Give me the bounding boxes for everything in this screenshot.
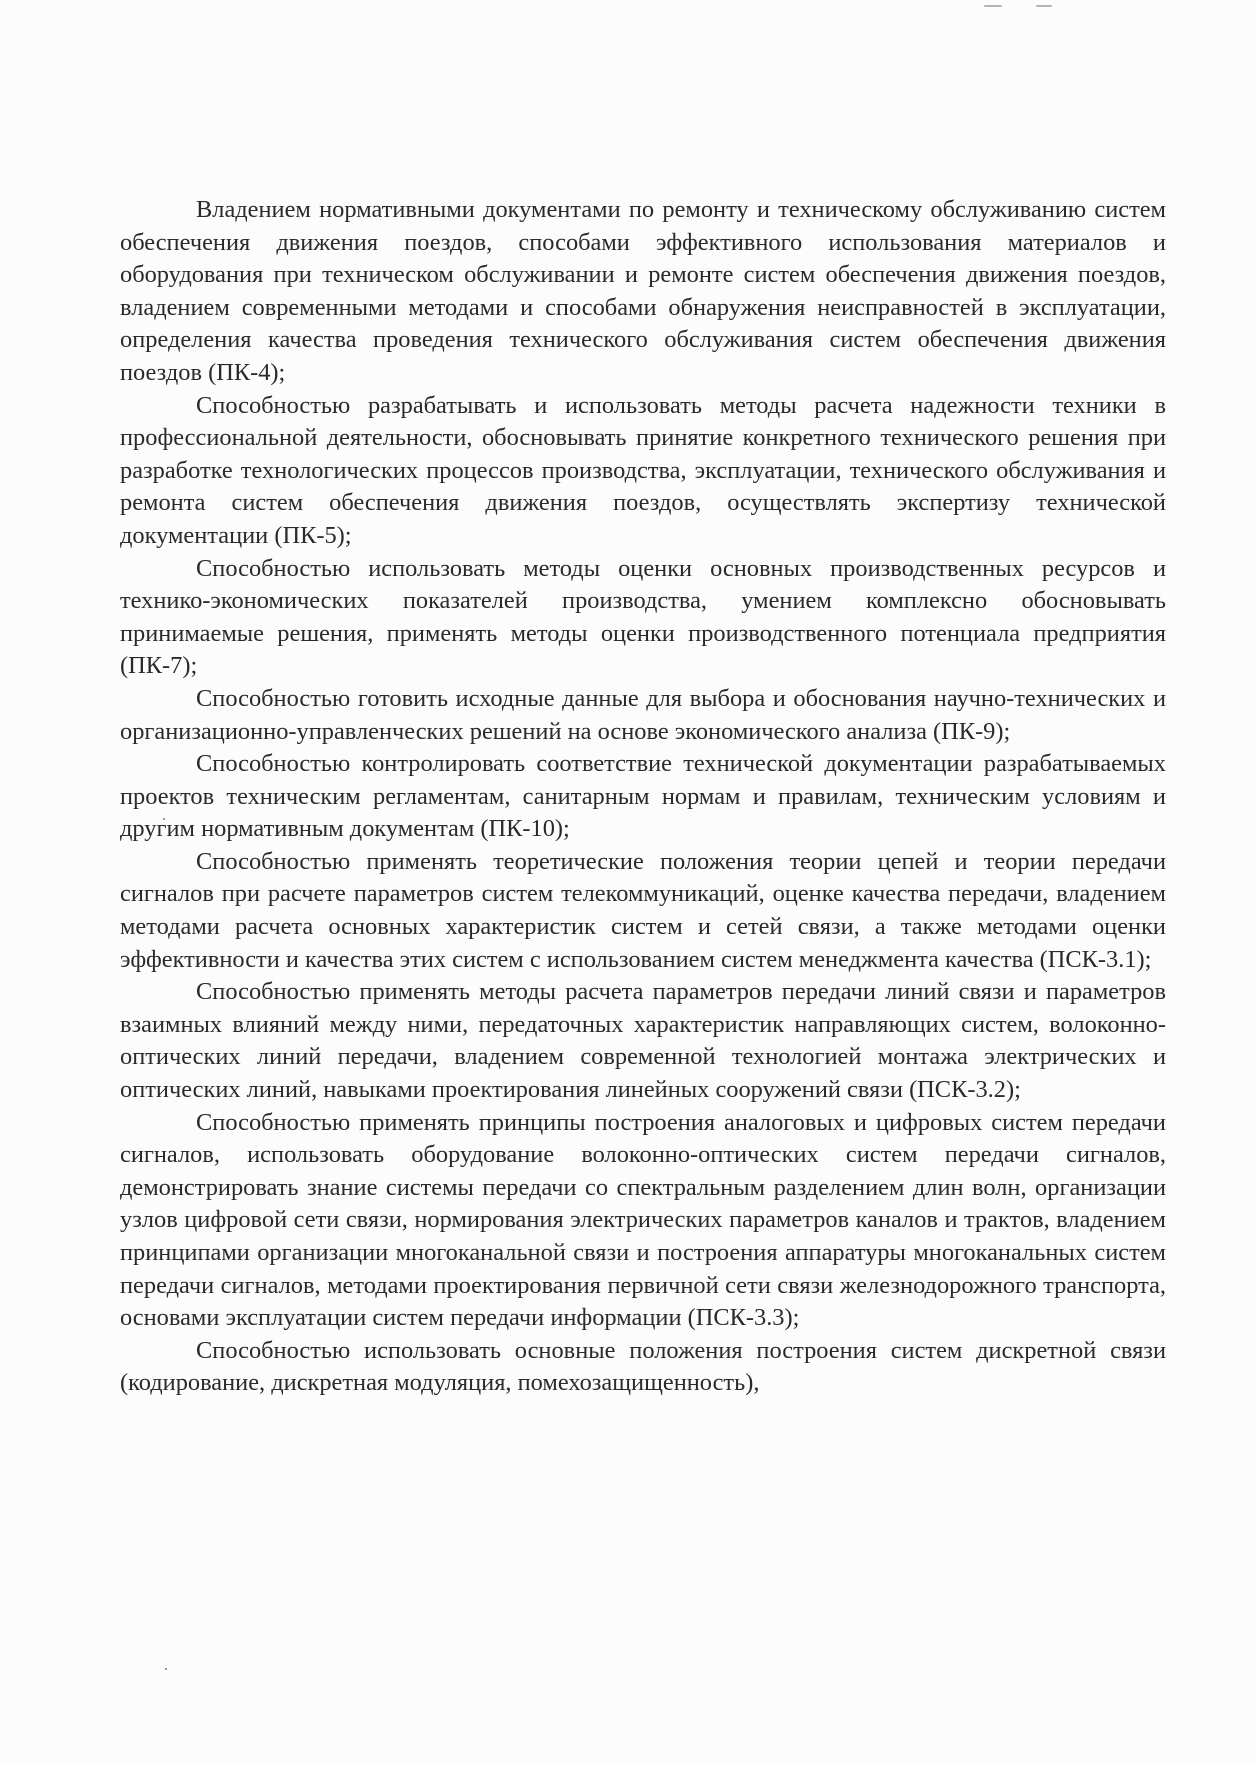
- scan-artifact-top: [984, 5, 1002, 7]
- paragraph-psk-3-3: Способностью применять принципы построения аналоговых и цифровых систем передачи сигналов, использовать оборудование волоконно-оптических систем передачи сигналов, демонстрировать знание системы передачи со спектральным разделением длин волн, организации узлов цифровой сети связи, нормирования электрических параметров каналов и трактов, владением принципами организации многоканальной связи и построения аппаратуры многоканальных систем передачи сигналов, методами проектирования первичной сети связи железнодорожного транспорта, основами эксплуатации систем передачи информации (ПСК-3.3);: [120, 1108, 1166, 1332]
- scan-artifact-dot-bottom: [165, 1668, 167, 1670]
- paragraph-psk-3-1: Способностью применять теоретические положения теории цепей и теории передачи сигналов при расчете параметров систем телекоммуникаций, оценке качества передачи, владением методами расчета основных характеристик систем и сетей связи, а также методами оценки эффективности и качества этих систем с использованием систем менеджмента качества (ПСК-3.1);: [120, 847, 1166, 973]
- paragraph-pk-4: Владением нормативными документами по ремонту и техническому обслуживанию систем обеспечения движения поездов, способами эффективного использования материалов и оборудования при техническом обслуживании и ремонте систем обеспечения движения поездов, владением современными методами и способами обнаружения неисправностей в эксплуатации, определения качества проведения технического обслуживания систем обеспечения движения поездов (ПК-4);: [120, 196, 1166, 386]
- paragraph-discrete-comm: Способностью использовать основные положения построения систем дискретной связи (кодирование, дискретная модуляция, помехозащищенность),: [120, 1336, 1166, 1397]
- paragraph-pk-5: Способностью разрабатывать и использовать методы расчета надежности техники в профессиональной деятельности, обосновывать принятие конкретного технического решения при разработке технологических процессов производства, эксплуатации, технического обслуживания и ремонта систем обеспечения движения поездов, осуществлять экспертизу технической документации (ПК-5);: [120, 391, 1166, 549]
- document-body: [120, 194, 1166, 1400]
- scan-artifact-top-right: [1036, 5, 1052, 7]
- paragraph-pk-9: Способностью готовить исходные данные для выбора и обоснования научно-технических и организационно-управленческих решений на основе экономического анализа (ПК-9);: [120, 684, 1166, 745]
- paragraph-pk-7: Способностью использовать методы оценки основных производственных ресурсов и технико-экономических показателей производства, умением комплексно обосновывать принимаемые решения, применять методы оценки производственного потенциала предприятия (ПК-7);: [120, 554, 1166, 680]
- paragraph-pk-10: Способностью контролировать соответствие технической документации разрабатываемых проектов техническим регламентам, санитарным нормам и правилам, техническим условиям и другим нормативным документам (ПК-10);: [120, 750, 1166, 843]
- paragraph-psk-3-2: Способностью применять методы расчета параметров передачи линий связи и параметров взаимных влияний между ними, передаточных характеристик направляющих систем, волоконно-оптических линий передачи, владением современной технологией монтажа электрических и оптических линий, навыками проектирования линейных сооружений связи (ПСК-3.2);: [120, 978, 1166, 1104]
